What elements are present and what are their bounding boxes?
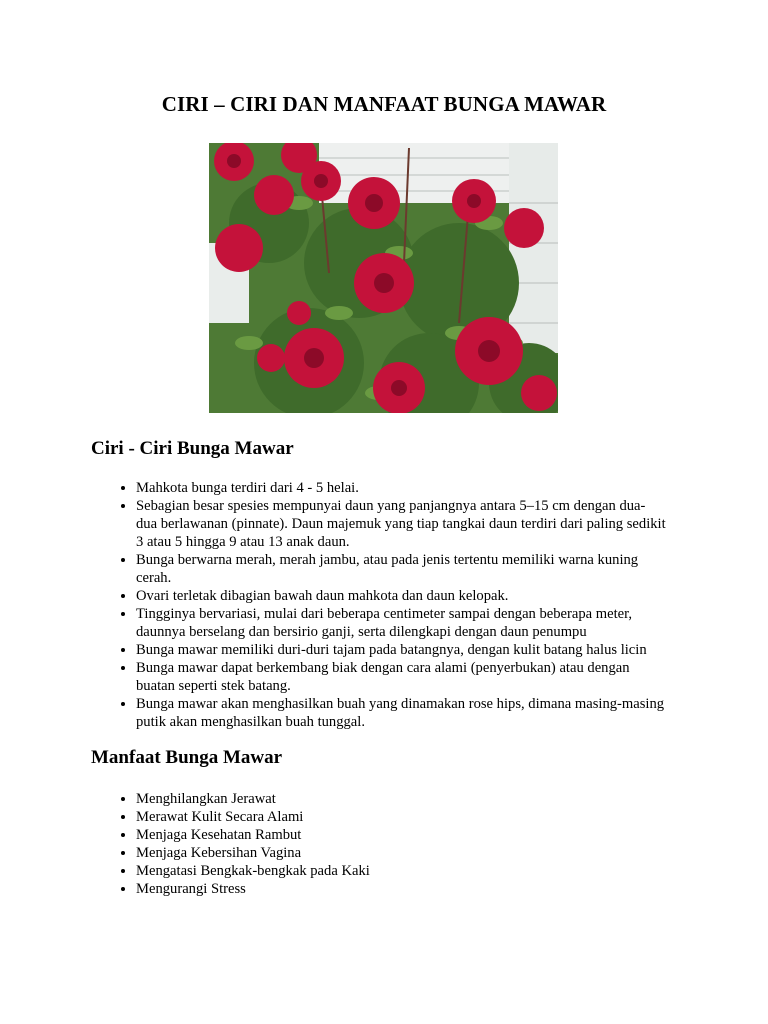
section-heading-manfaat: Manfaat Bunga Mawar: [91, 747, 283, 768]
list-item: • Ovari terletak dibagian bawah daun mahkota dan daun kelopak.: [136, 587, 666, 605]
section-heading-ciri: Ciri - Ciri Bunga Mawar: [91, 438, 294, 459]
list-item: • Mahkota bunga terdiri dari 4 - 5 helai.: [136, 479, 666, 497]
rose-photo: [209, 143, 558, 413]
ciri-list: [91, 479, 666, 731]
list-item: • Bunga mawar memiliki duri-duri tajam pada batangnya, dengan kulit batang halus licin: [136, 641, 666, 659]
manfaat-list: [91, 790, 666, 898]
list-item: • Sebagian besar spesies mempunyai daun yang panjangnya antara 5‒15 cm dengan dua-dua berlawanan (pinnate). Daun majemuk yang tiap tangkai daun terdiri dari paling sedikit 3 atau 5 hingga 9 atau 13 anak daun.: [136, 497, 666, 551]
list-item: • Mengatasi Bengkak-bengkak pada Kaki: [136, 862, 666, 880]
list-item: • Menjaga Kesehatan Rambut: [136, 826, 666, 844]
list-item: • Bunga mawar dapat berkembang biak dengan cara alami (penyerbukan) atau dengan buatan seperti stek batang.: [136, 659, 666, 695]
list-item: • Merawat Kulit Secara Alami: [136, 808, 666, 826]
page-title: CIRI – CIRI DAN MANFAAT BUNGA MAWAR: [161, 92, 607, 116]
list-item: • Bunga mawar akan menghasilkan buah yang dinamakan rose hips, dimana masing-masing putik akan menghasilkan buah tunggal.: [136, 695, 666, 731]
list-item: • Menjaga Kebersihan Vagina: [136, 844, 666, 862]
list-item: • Tingginya bervariasi, mulai dari beberapa centimeter sampai dengan beberapa meter, daunnya berselang dan bersirio ganji, serta dilengkapi dengan daun penumpu: [136, 605, 666, 641]
list-item: • Menghilangkan Jerawat: [136, 790, 666, 808]
list-item: • Bunga berwarna merah, merah jambu, atau pada jenis tertentu memiliki warna kuning cerah.: [136, 551, 666, 587]
list-item: • Mengurangi Stress: [136, 880, 666, 898]
